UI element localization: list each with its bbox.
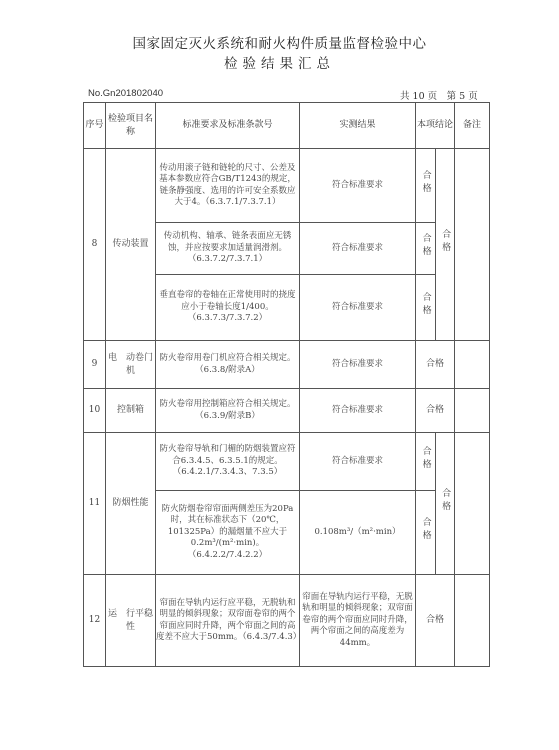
result-text: 符合标准要求 — [300, 275, 416, 341]
remark-cell — [455, 575, 490, 667]
table-row — [84, 389, 490, 433]
row-number: 11 — [84, 433, 106, 575]
sub-conclusion: 合格 — [416, 223, 436, 275]
sub-conclusion: 合格 — [416, 433, 436, 491]
standard-text: 防火卷帘用卷门机应符合相关规定。（6.3.8/附录A） — [156, 341, 300, 389]
col-header-result: 实测结果 — [300, 103, 416, 149]
result-text: 帘面在导轨内运行平稳，无脱轨和明显的倾斜现象；双帘面卷帘的两个帘面应同时升降，两个帘面之间的高度差为44mm。 — [300, 575, 416, 667]
result-text: 符合标准要求 — [300, 389, 416, 433]
sub-conclusion: 合格 — [416, 275, 436, 341]
table-row — [84, 341, 490, 389]
page-indicator: 共 10 页 第 5 页 — [400, 91, 478, 102]
standard-text: 防火卷帘用控制箱应符合相关规定。（6.3.9/附录B） — [156, 389, 300, 433]
item-conclusion: 合格 — [416, 341, 455, 389]
row-number: 8 — [84, 149, 106, 341]
item-name: 运 行平稳性 — [106, 575, 156, 667]
remark-cell — [455, 149, 490, 341]
item-conclusion: 合格 — [416, 575, 455, 667]
col-header-no: 序号 — [84, 103, 106, 149]
col-header-conclusion: 本项结论 — [416, 103, 455, 149]
standard-text: 防火卷帘导轨和门楣的防烟装置应符合6.3.4.5、6.3.5.1的规定。（6.4.2.1/7.3.4.3、7.3.5） — [156, 433, 300, 491]
standard-text: 传动机构、轴承、链条表面应无锈蚀，并应按要求加适量润滑剂。（6.3.7.2/7.3.7.1） — [156, 223, 300, 275]
table-header-row — [84, 103, 490, 149]
doc-title: 检验结果汇总 — [224, 56, 335, 72]
standard-text: 帘面在导轨内运行应平稳，无脱轨和明显的倾斜现象；双帘面卷帘的两个帘面应同时升降，两个帘面之间的高度差不应大于50mm。（6.4.3/7.4.3） — [156, 575, 300, 667]
standard-text: 防火防烟卷帘帘面两侧差压为20Pa时，其在标准状态下（20℃，101325Pa）的漏烟量不应大于0.2m³/(m²·min)。（6.4.2.2/7.4.2.2） — [156, 491, 300, 575]
col-header-item: 检验项目名称 — [106, 103, 156, 149]
sub-conclusion: 合格 — [416, 149, 436, 223]
result-text: 符合标准要求 — [300, 433, 416, 491]
item-name: 传动装置 — [106, 149, 156, 341]
table-row — [84, 149, 490, 223]
remark-cell — [455, 389, 490, 433]
results-table — [83, 102, 490, 667]
standard-text: 垂直卷帘的卷轴在正常使用时的挠度应小于卷轴长度1/400。（6.3.7.3/7.3.7.2） — [156, 275, 300, 341]
report-number: No.Gn201802040 — [88, 88, 164, 99]
row-number: 9 — [84, 341, 106, 389]
result-text: 0.108m³/（m²·min） — [300, 491, 416, 575]
row-number: 12 — [84, 575, 106, 667]
item-name: 电 动卷门机 — [106, 341, 156, 389]
remark-cell — [455, 433, 490, 575]
result-text: 符合标准要求 — [300, 149, 416, 223]
sub-conclusion: 合格 — [416, 491, 436, 575]
result-text: 符合标准要求 — [300, 223, 416, 275]
table-row — [84, 575, 490, 667]
item-conclusion: 合格 — [436, 433, 455, 575]
item-name: 防烟性能 — [106, 433, 156, 575]
col-header-remark: 备注 — [455, 103, 490, 149]
item-name: 控制箱 — [106, 389, 156, 433]
remark-cell — [455, 341, 490, 389]
item-conclusion: 合格 — [416, 389, 455, 433]
standard-text: 传动用滚子链和链轮的尺寸、公差及基本参数应符合GB/T1243的规定，链条静强度、选用的许可安全系数应大于4。（6.3.7.1/7.3.7.1） — [156, 149, 300, 223]
result-text: 符合标准要求 — [300, 341, 416, 389]
org-title: 国家固定灭火系统和耐火构件质量监督检验中心 — [132, 36, 427, 52]
item-conclusion: 合格 — [436, 149, 455, 341]
table-row — [84, 433, 490, 491]
row-number: 10 — [84, 389, 106, 433]
col-header-standard: 标准要求及标准条款号 — [156, 103, 300, 149]
